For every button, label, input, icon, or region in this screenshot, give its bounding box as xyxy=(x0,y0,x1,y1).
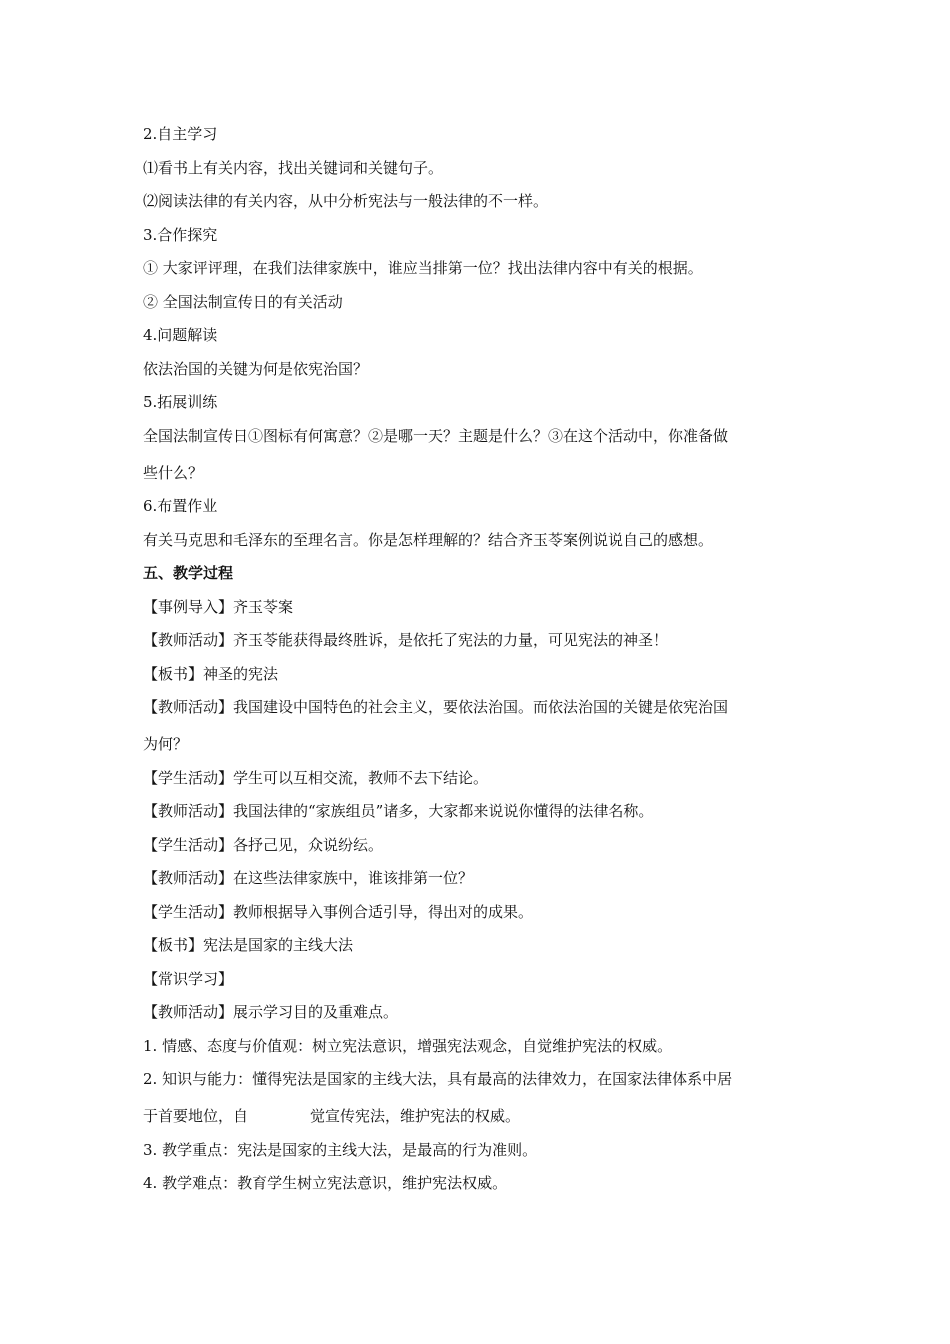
list-item-continuation xyxy=(143,1106,813,1126)
section-heading-self-study: 2.自主学习 xyxy=(143,125,218,143)
section-heading-training: 5.拓展训练 xyxy=(143,393,218,411)
list-item: 2. 知识与能力：懂得宪法是国家的主线大法，具有最高的法律效力，在国家法律体系中居 xyxy=(143,1070,733,1088)
list-item: 3. 教学重点：宪法是国家的主线大法，是最高的行为准则。 xyxy=(143,1140,538,1159)
paragraph: 【教师活动】展示学习目的及重难点。 xyxy=(143,1003,399,1021)
paragraph: 【教师活动】我国建设中国特色的社会主义，要依法治国。而依法治国的关键是依宪治国 xyxy=(143,698,729,716)
paragraph: ① 大家评评理，在我们法律家族中，谁应当排第一位？找出法律内容中有关的根据。 xyxy=(143,259,703,277)
paragraph: 【教师活动】我国法律的“家族组员”诸多，大家都来说说你懂得的法律名称。 xyxy=(143,802,654,820)
paragraph: 【板书】宪法是国家的主线大法 xyxy=(143,936,354,954)
paragraph: ② 全国法制宣传日的有关活动 xyxy=(143,292,343,311)
text-fragment: 于首要地位，自 xyxy=(143,1107,249,1125)
paragraph: 【事例导入】齐玉苓案 xyxy=(143,597,294,616)
list-item: 1. 情感、态度与价值观：树立宪法意识，增强宪法观念，自觉维护宪法的权威。 xyxy=(143,1036,673,1055)
paragraph: 【教师活动】在这些法律家族中，谁该排第一位？ xyxy=(143,869,474,887)
paragraph: 【板书】神圣的宪法 xyxy=(143,664,279,683)
paragraph: 【常识学习】 xyxy=(143,969,234,988)
paragraph: 【教师活动】齐玉苓能获得最终胜诉，是依托了宪法的力量，可见宪法的神圣！ xyxy=(143,631,669,649)
paragraph-continuation: 为何？ xyxy=(143,735,189,753)
paragraph-continuation: 些什么？ xyxy=(143,463,204,482)
paragraph: 有关马克思和毛泽东的至理名言。你是怎样理解的？结合齐玉苓案例说说自己的感想。 xyxy=(143,530,714,549)
text-fragment: 觉宣传宪法，维护宪法的权威。 xyxy=(310,1107,521,1125)
paragraph: 【学生活动】学生可以互相交流，教师不去下结论。 xyxy=(143,768,489,787)
section-title-teaching-process: 五、教学过程 xyxy=(143,564,234,582)
paragraph: 依法治国的关键为何是依宪治国？ xyxy=(143,359,369,378)
document-body xyxy=(143,124,813,1207)
list-item: 4. 教学难点：教育学生树立宪法意识，维护宪法权威。 xyxy=(143,1174,508,1192)
paragraph: ⑴看书上有关内容，找出关键词和关键句子。 xyxy=(143,158,444,177)
section-heading-interpretation: 4.问题解读 xyxy=(143,326,218,344)
paragraph: 全国法制宣传日①图标有何寓意？②是哪一天？主题是什么？③在这个活动中，你准备做 xyxy=(143,426,729,445)
paragraph: ⑵阅读法律的有关内容，从中分析宪法与一般法律的不一样。 xyxy=(143,192,549,210)
paragraph: 【学生活动】教师根据导入事例合适引导，得出对的成果。 xyxy=(143,902,534,921)
paragraph: 【学生活动】各抒己见，众说纷纭。 xyxy=(143,835,384,854)
section-heading-homework: 6.布置作业 xyxy=(143,497,218,515)
section-heading-cooperation: 3.合作探究 xyxy=(143,225,218,244)
